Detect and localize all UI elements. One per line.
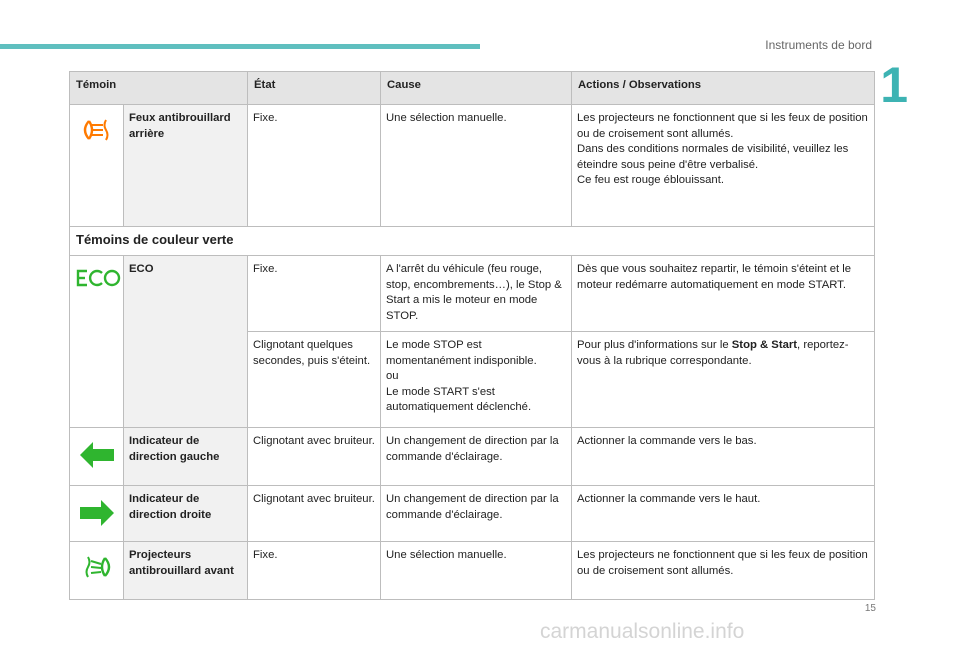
page-number: 15 bbox=[864, 603, 876, 614]
eco-actions-1: Dès que vous souhaitez repartir, le témoin s'éteint et le moteur redémarre automatiquement en mode START. bbox=[572, 256, 875, 332]
table-row bbox=[70, 486, 875, 542]
table-header-row bbox=[70, 72, 875, 105]
left-indicator-icon-cell bbox=[70, 428, 124, 486]
eco-name: ECO bbox=[124, 256, 248, 428]
table-row bbox=[70, 428, 875, 486]
left-indicator-actions: Actionner la commande vers le bas. bbox=[572, 428, 875, 486]
section-title: Instruments de bord bbox=[765, 38, 872, 52]
left-indicator-name: Indicateur de direction gauche bbox=[124, 428, 248, 486]
rear-fog-action-3: Ce feu est rouge éblouissant. bbox=[577, 174, 724, 186]
front-fog-actions: Les projecteurs ne fonctionnent que si les feux de position ou de croisement sont allumés. bbox=[572, 542, 875, 600]
front-fog-lamp-icon bbox=[80, 554, 114, 580]
right-indicator-name: Indicateur de direction droite bbox=[124, 486, 248, 542]
eco-actions-2 bbox=[572, 332, 875, 428]
eco-etat-2: Clignotant quelques secondes, puis s'éteint. bbox=[248, 332, 381, 428]
column-header-temoin: Témoin bbox=[70, 72, 248, 105]
rear-fog-action-2: Dans des conditions normales de visibilité, veuillez les éteindre sous peine d'être verbalisé. bbox=[577, 143, 849, 171]
eco-cause-2-line-3: Le mode START s'est automatiquement déclenché. bbox=[386, 385, 532, 413]
front-fog-name: Projecteurs antibrouillard avant bbox=[124, 542, 248, 600]
front-fog-icon-cell bbox=[70, 542, 124, 600]
front-fog-cause: Une sélection manuelle. bbox=[381, 542, 572, 600]
top-accent-bar bbox=[0, 44, 480, 49]
rear-fog-cause: Une sélection manuelle. bbox=[381, 105, 572, 227]
column-header-cause: Cause bbox=[381, 72, 572, 105]
left-indicator-cause: Un changement de direction par la commande d'éclairage. bbox=[381, 428, 572, 486]
table-row bbox=[70, 256, 875, 332]
chapter-number: 1 bbox=[880, 57, 908, 113]
right-indicator-actions: Actionner la commande vers le haut. bbox=[572, 486, 875, 542]
section-subheading-row bbox=[70, 227, 875, 256]
eco-actions-2-post: , reportez-vous à la rubrique correspondante. bbox=[577, 339, 849, 367]
eco-cause-1: A l'arrêt du véhicule (feu rouge, stop, encombrements…), le Stop & Start a mis le moteur en mode STOP. bbox=[381, 256, 572, 332]
eco-cause-2 bbox=[381, 332, 572, 428]
right-indicator-cause: Un changement de direction par la commande d'éclairage. bbox=[381, 486, 572, 542]
column-header-etat: État bbox=[248, 72, 381, 105]
right-indicator-icon-cell bbox=[70, 486, 124, 542]
rear-fog-icon-cell bbox=[70, 105, 124, 227]
eco-cause-2-line-2: ou bbox=[386, 370, 399, 382]
column-header-actions: Actions / Observations bbox=[572, 72, 875, 105]
eco-icon-cell bbox=[70, 256, 124, 428]
rear-fog-etat: Fixe. bbox=[248, 105, 381, 227]
arrow-left-icon bbox=[79, 440, 115, 470]
watermark: carmanualsonline.info bbox=[540, 620, 745, 643]
rear-fog-actions bbox=[572, 105, 875, 227]
eco-icon bbox=[75, 268, 121, 288]
rear-fog-name: Feux antibrouillard arrière bbox=[124, 105, 248, 227]
table-row bbox=[70, 105, 875, 227]
arrow-right-icon bbox=[79, 498, 115, 528]
right-indicator-etat: Clignotant avec bruiteur. bbox=[248, 486, 381, 542]
eco-cause-2-line-1: Le mode STOP est momentanément indisponible. bbox=[386, 339, 537, 367]
eco-actions-2-pre: Pour plus d'informations sur le bbox=[577, 339, 732, 351]
indicator-table bbox=[69, 71, 875, 600]
eco-actions-2-bold: Stop & Start bbox=[731, 339, 798, 351]
left-indicator-etat: Clignotant avec bruiteur. bbox=[248, 428, 381, 486]
eco-etat-1: Fixe. bbox=[248, 256, 381, 332]
rear-fog-action-1: Les projecteurs ne fonctionnent que si les feux de position ou de croisement sont allumés. bbox=[577, 112, 868, 140]
green-section-title: Témoins de couleur verte bbox=[70, 227, 875, 256]
table-row bbox=[70, 542, 875, 600]
front-fog-etat: Fixe. bbox=[248, 542, 381, 600]
rear-fog-lamp-icon bbox=[80, 117, 114, 143]
